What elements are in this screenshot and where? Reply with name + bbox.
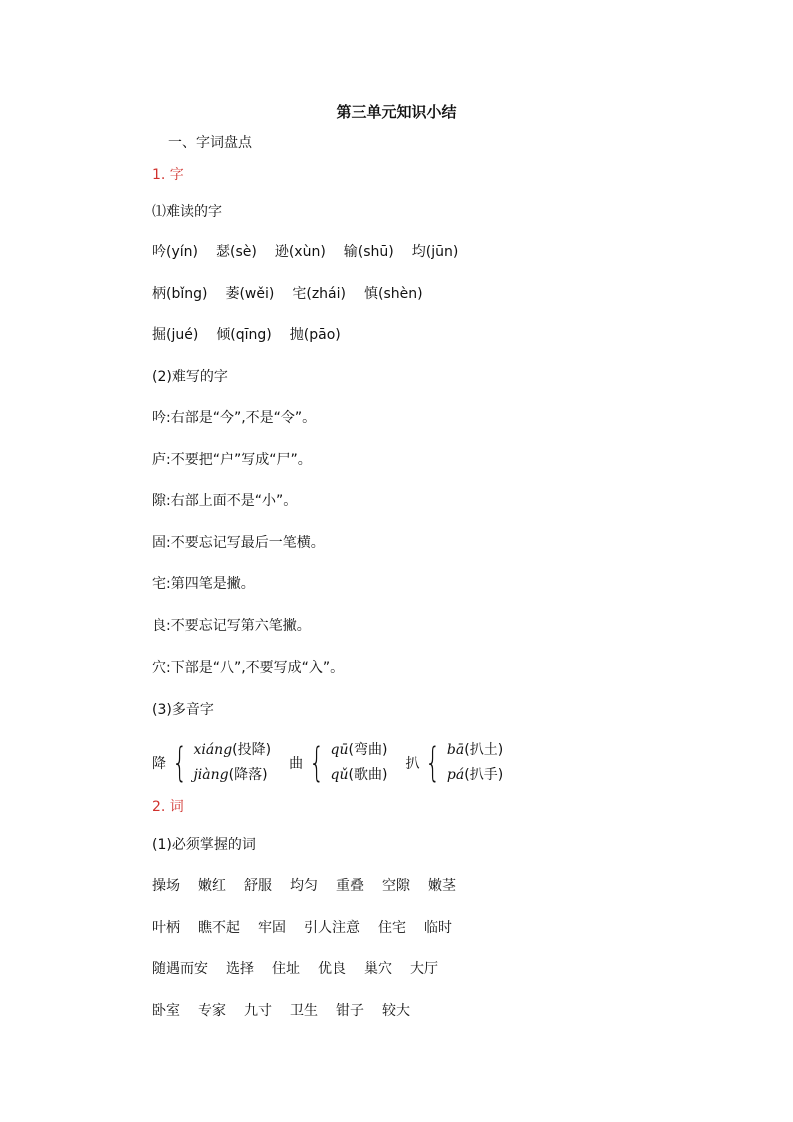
char-item: 吟(yín) xyxy=(152,244,198,260)
writing-note: 固:不要忘记写最后一笔横。 xyxy=(152,534,325,551)
word-item: 瞧不起 xyxy=(198,919,240,936)
page-title: 第三单元知识小结 xyxy=(336,103,457,121)
polyphone-options xyxy=(193,738,271,788)
word-item: 较大 xyxy=(382,1003,410,1020)
subheading-must-master-words: (1)必须掌握的词 xyxy=(152,837,256,853)
polyphone-options xyxy=(447,738,503,788)
word-item: 引人注意 xyxy=(304,919,360,936)
brace-symbol: { xyxy=(172,740,188,786)
example-word: (投降) xyxy=(232,742,272,758)
word-item: 九寸 xyxy=(244,1003,272,1020)
char-item: 萎(wěi) xyxy=(225,285,275,302)
pinyin: qǔ xyxy=(330,767,349,783)
word-item: 选择 xyxy=(226,961,254,978)
word-item: 卫生 xyxy=(290,1003,318,1020)
example-word: (降落) xyxy=(228,767,268,783)
example-word: (弯曲) xyxy=(348,742,388,758)
pinyin: pá xyxy=(446,767,465,783)
word-item: 均匀 xyxy=(290,878,318,894)
char-row xyxy=(152,326,359,344)
word-item: 嫩茎 xyxy=(428,878,456,894)
char-row xyxy=(152,243,476,261)
char-item: 逊(xùn) xyxy=(274,244,326,260)
char-item: 抛(pāo) xyxy=(289,327,341,343)
writing-note: 良:不要忘记写第六笔撇。 xyxy=(152,618,311,634)
heading-characters: 1. 字 xyxy=(152,167,184,183)
char-item: 掘(jué) xyxy=(152,327,199,343)
word-item: 重叠 xyxy=(336,878,364,894)
pinyin: xiáng xyxy=(193,742,233,758)
pinyin: qū xyxy=(330,742,349,758)
writing-note: 吟:右部是“今”,不是“令”。 xyxy=(152,410,317,426)
word-item: 操场 xyxy=(152,878,180,894)
word-row xyxy=(152,960,456,978)
polyphone-char: 降 xyxy=(152,756,166,772)
heading-words: 2. 词 xyxy=(152,799,184,815)
word-row xyxy=(152,877,474,895)
word-item: 住址 xyxy=(272,961,300,978)
word-row xyxy=(152,919,470,937)
word-item: 空隙 xyxy=(382,878,410,894)
subheading-polyphones: (3)多音字 xyxy=(152,702,214,718)
char-item: 宅(zhái) xyxy=(292,285,346,302)
subheading-hard-to-write: (2)难写的字 xyxy=(152,369,228,385)
reading-option xyxy=(331,738,388,763)
polyphone-options xyxy=(331,738,388,788)
polyphone-group xyxy=(152,738,271,788)
polyphone-group xyxy=(405,738,503,788)
section-heading: 一、字词盘点 xyxy=(168,135,252,151)
word-item: 牢固 xyxy=(258,919,286,936)
char-item: 慎(shèn) xyxy=(363,285,423,302)
word-item: 住宅 xyxy=(378,919,406,936)
example-word: (扒土) xyxy=(464,742,504,758)
word-item: 叶柄 xyxy=(152,919,180,936)
brace-symbol: { xyxy=(309,740,325,786)
subheading-hard-to-read: ⑴难读的字 xyxy=(152,204,222,220)
polyphone-list xyxy=(152,738,503,788)
polyphone-char: 曲 xyxy=(289,756,304,772)
char-item: 均(jūn) xyxy=(411,244,459,260)
brace-symbol: { xyxy=(425,740,441,786)
example-word: (歌曲) xyxy=(348,767,388,783)
writing-note: 穴:下部是“八”,不要写成“入”。 xyxy=(152,659,345,676)
char-item: 倾(qīng) xyxy=(216,327,272,343)
reading-option xyxy=(193,738,271,763)
pinyin: jiàng xyxy=(193,767,229,783)
word-item: 大厅 xyxy=(410,961,438,978)
example-word: (扒手) xyxy=(464,767,504,783)
word-item: 嫩红 xyxy=(198,878,226,894)
word-item: 舒服 xyxy=(244,878,272,894)
word-item: 优良 xyxy=(318,961,346,978)
word-item: 卧室 xyxy=(152,1003,180,1020)
reading-option xyxy=(447,738,503,763)
reading-option xyxy=(447,763,503,788)
polyphone-group xyxy=(289,738,387,788)
writing-note: 隙:右部上面不是“小”。 xyxy=(152,493,298,510)
reading-option xyxy=(331,763,388,788)
word-item: 钳子 xyxy=(336,1003,364,1020)
word-item: 临时 xyxy=(424,919,452,936)
word-item: 随遇而安 xyxy=(152,961,208,978)
char-row xyxy=(152,285,441,303)
writing-note: 宅:第四笔是撇。 xyxy=(152,576,255,593)
word-item: 巢穴 xyxy=(364,961,392,978)
word-item: 专家 xyxy=(198,1003,226,1020)
polyphone-char: 扒 xyxy=(405,756,420,772)
pinyin: bā xyxy=(446,742,465,758)
reading-option xyxy=(193,763,271,788)
char-item: 柄(bǐng) xyxy=(152,285,208,302)
char-item: 瑟(sè) xyxy=(215,244,257,260)
char-item: 输(shū) xyxy=(343,244,394,260)
word-row xyxy=(152,1002,428,1020)
writing-note: 庐:不要把“户”写成“尸”。 xyxy=(152,451,312,468)
